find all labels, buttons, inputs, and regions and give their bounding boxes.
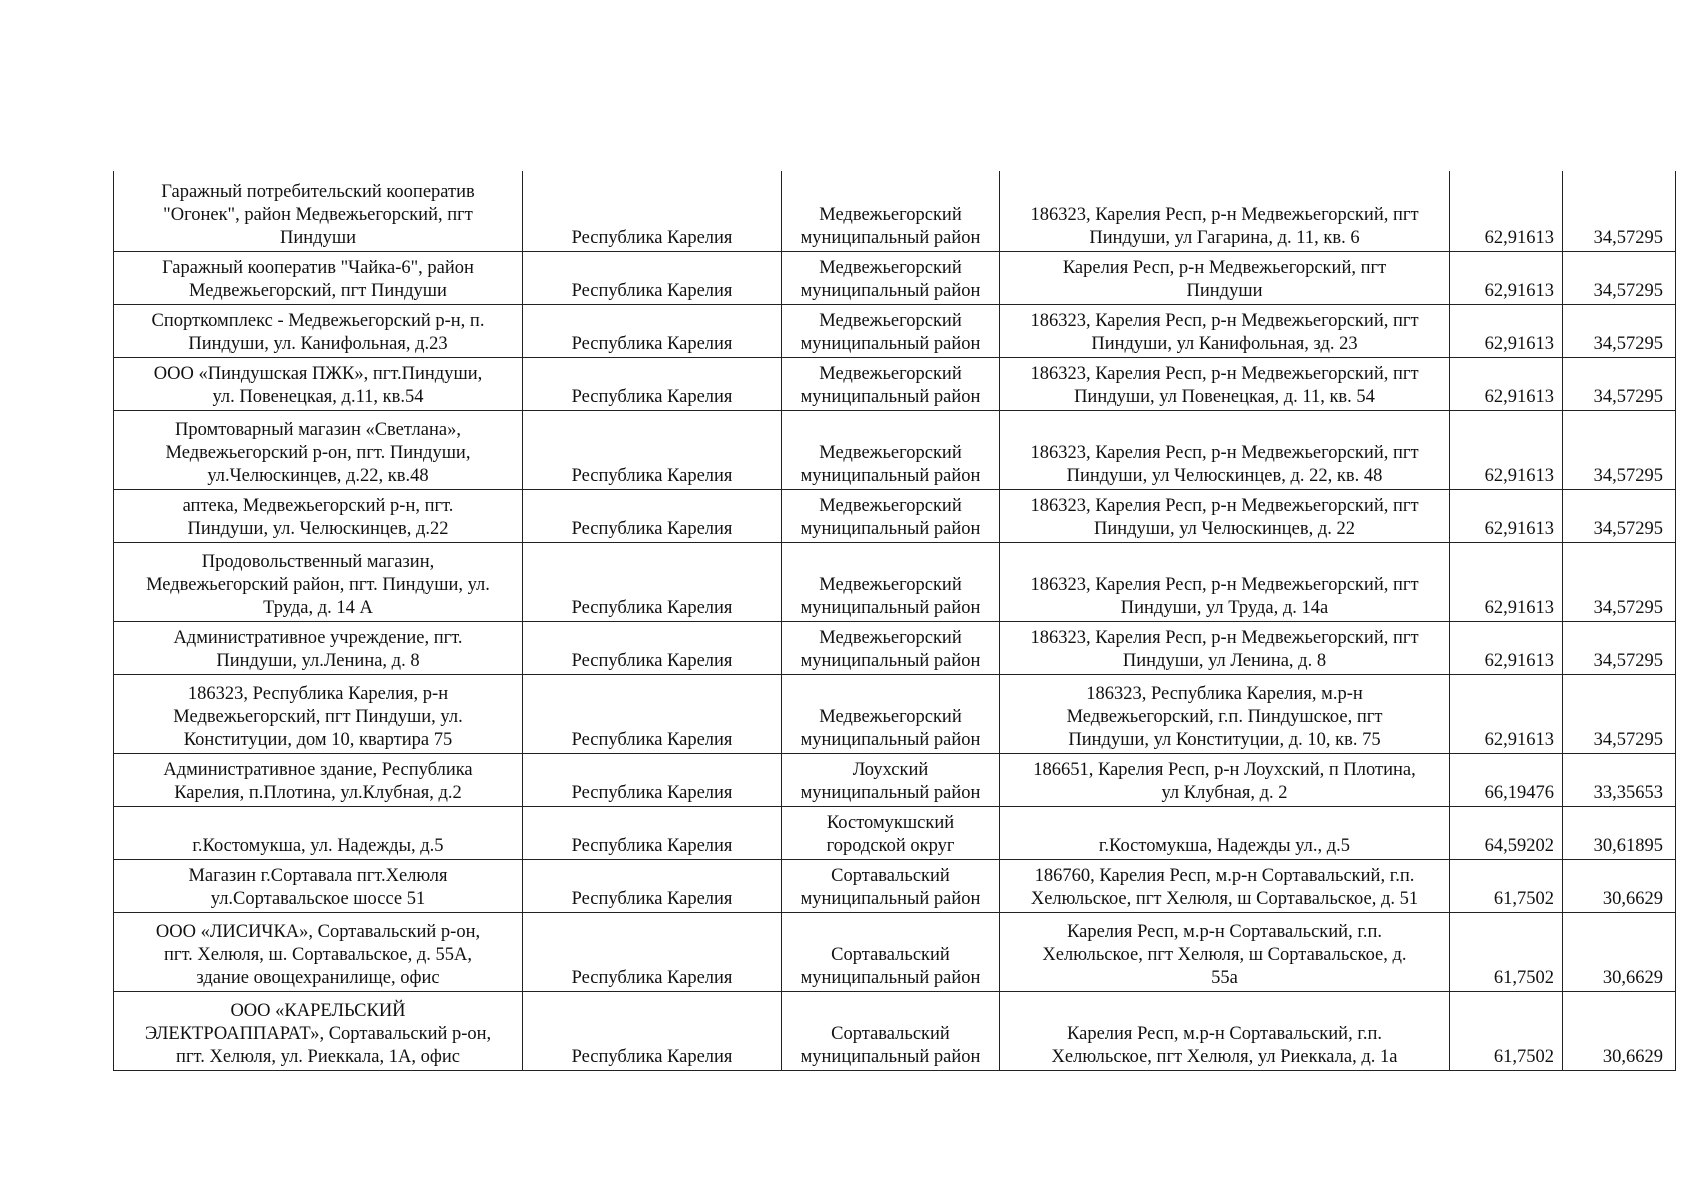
region-cell: Республика Карелия: [523, 410, 782, 489]
registry-table-body: [114, 171, 1676, 1070]
object-name-cell: аптека, Медвежьегорский р-н, пгт. Пиндуши, ул. Челюскинцев, д.22: [114, 489, 523, 542]
region-cell: Республика Карелия: [523, 621, 782, 674]
longitude-cell: 33,35653: [1563, 753, 1676, 806]
address-cell: 186323, Карелия Респ, р-н Медвежьегорский, пгт Пиндуши, ул Челюскинцев, д. 22, кв. 48: [1000, 410, 1450, 489]
table-row: [114, 410, 1676, 489]
object-name-cell: Промтоварный магазин «Светлана», Медвежьегорский р-он, пгт. Пиндуши, ул.Челюскинцев, д.22, кв.48: [114, 410, 523, 489]
object-name-cell: ООО «Пиндушская ПЖК», пгт.Пиндуши, ул. Повенецкая, д.11, кв.54: [114, 357, 523, 410]
longitude-cell: 34,57295: [1563, 542, 1676, 621]
latitude-cell: 62,91613: [1450, 542, 1563, 621]
district-cell: Медвежьегорский муниципальный район: [782, 621, 1000, 674]
region-cell: Республика Карелия: [523, 542, 782, 621]
longitude-cell: 30,6629: [1563, 912, 1676, 991]
latitude-cell: 62,91613: [1450, 171, 1563, 251]
region-cell: Республика Карелия: [523, 357, 782, 410]
latitude-cell: 61,7502: [1450, 859, 1563, 912]
table-row: [114, 542, 1676, 621]
address-cell: 186323, Карелия Респ, р-н Медвежьегорский, пгт Пиндуши, ул Гагарина, д. 11, кв. 6: [1000, 171, 1450, 251]
object-name-cell: Магазин г.Сортавала пгт.Хелюля ул.Сортавальское шоссе 51: [114, 859, 523, 912]
district-cell: Медвежьегорский муниципальный район: [782, 357, 1000, 410]
object-name-cell: Продовольственный магазин, Медвежьегорский район, пгт. Пиндуши, ул. Труда, д. 14 А: [114, 542, 523, 621]
latitude-cell: 62,91613: [1450, 304, 1563, 357]
latitude-cell: 62,91613: [1450, 674, 1563, 753]
longitude-cell: 34,57295: [1563, 489, 1676, 542]
table-row: [114, 304, 1676, 357]
object-name-cell: Спорткомплекс - Медвежьегорский р-н, п. Пиндуши, ул. Канифольная, д.23: [114, 304, 523, 357]
table-row: [114, 621, 1676, 674]
table-row: [114, 251, 1676, 304]
longitude-cell: 30,61895: [1563, 806, 1676, 859]
longitude-cell: 34,57295: [1563, 171, 1676, 251]
district-cell: Медвежьегорский муниципальный район: [782, 410, 1000, 489]
table-row: [114, 171, 1676, 251]
object-name-cell: ООО «ЛИСИЧКА», Сортавальский р-он, пгт. Хелюля, ш. Сортавальское, д. 55А, здание овощехранилище, офис: [114, 912, 523, 991]
table-row: [114, 489, 1676, 542]
address-cell: 186323, Республика Карелия, м.р-н Медвежьегорский, г.п. Пиндушское, пгт Пиндуши, ул Конституции, д. 10, кв. 75: [1000, 674, 1450, 753]
address-cell: 186760, Карелия Респ, м.р-н Сортавальский, г.п. Хелюльское, пгт Хелюля, ш Сортавальское, д. 51: [1000, 859, 1450, 912]
region-cell: Республика Карелия: [523, 304, 782, 357]
region-cell: Республика Карелия: [523, 806, 782, 859]
region-cell: Республика Карелия: [523, 674, 782, 753]
object-name-cell: г.Костомукша, ул. Надежды, д.5: [114, 806, 523, 859]
latitude-cell: 61,7502: [1450, 912, 1563, 991]
table-row: [114, 991, 1676, 1070]
region-cell: Республика Карелия: [523, 859, 782, 912]
district-cell: Медвежьегорский муниципальный район: [782, 489, 1000, 542]
longitude-cell: 34,57295: [1563, 410, 1676, 489]
address-cell: Карелия Респ, м.р-н Сортавальский, г.п. Хелюльское, пгт Хелюля, ш Сортавальское, д. 55а: [1000, 912, 1450, 991]
district-cell: Медвежьегорский муниципальный район: [782, 251, 1000, 304]
latitude-cell: 64,59202: [1450, 806, 1563, 859]
district-cell: Сортавальский муниципальный район: [782, 912, 1000, 991]
district-cell: Костомукшский городской округ: [782, 806, 1000, 859]
latitude-cell: 62,91613: [1450, 621, 1563, 674]
longitude-cell: 34,57295: [1563, 674, 1676, 753]
district-cell: Медвежьегорский муниципальный район: [782, 674, 1000, 753]
object-name-cell: Гаражный кооператив "Чайка-6", район Медвежьегорский, пгт Пиндуши: [114, 251, 523, 304]
region-cell: Республика Карелия: [523, 912, 782, 991]
address-cell: Карелия Респ, м.р-н Сортавальский, г.п. Хелюльское, пгт Хелюля, ул Риеккала, д. 1а: [1000, 991, 1450, 1070]
table-row: [114, 674, 1676, 753]
object-name-cell: 186323, Республика Карелия, р-н Медвежьегорский, пгт Пиндуши, ул. Конституции, дом 10, квартира 75: [114, 674, 523, 753]
longitude-cell: 34,57295: [1563, 357, 1676, 410]
longitude-cell: 30,6629: [1563, 991, 1676, 1070]
address-cell: 186651, Карелия Респ, р-н Лоухский, п Плотина, ул Клубная, д. 2: [1000, 753, 1450, 806]
longitude-cell: 34,57295: [1563, 304, 1676, 357]
address-cell: Карелия Респ, р-н Медвежьегорский, пгт Пиндуши: [1000, 251, 1450, 304]
district-cell: Лоухский муниципальный район: [782, 753, 1000, 806]
region-cell: Республика Карелия: [523, 991, 782, 1070]
object-name-cell: Административное здание, Республика Карелия, п.Плотина, ул.Клубная, д.2: [114, 753, 523, 806]
latitude-cell: 62,91613: [1450, 357, 1563, 410]
district-cell: Медвежьегорский муниципальный район: [782, 171, 1000, 251]
address-cell: 186323, Карелия Респ, р-н Медвежьегорский, пгт Пиндуши, ул Труда, д. 14а: [1000, 542, 1450, 621]
address-cell: 186323, Карелия Респ, р-н Медвежьегорский, пгт Пиндуши, ул Повенецкая, д. 11, кв. 54: [1000, 357, 1450, 410]
region-cell: Республика Карелия: [523, 251, 782, 304]
table-row: [114, 912, 1676, 991]
object-name-cell: ООО «КАРЕЛЬСКИЙ ЭЛЕКТРОАППАРАТ», Сортавальский р-он, пгт. Хелюля, ул. Риеккала, 1А, офис: [114, 991, 523, 1070]
district-cell: Сортавальский муниципальный район: [782, 991, 1000, 1070]
latitude-cell: 62,91613: [1450, 489, 1563, 542]
latitude-cell: 62,91613: [1450, 251, 1563, 304]
district-cell: Медвежьегорский муниципальный район: [782, 542, 1000, 621]
region-cell: Республика Карелия: [523, 489, 782, 542]
address-cell: 186323, Карелия Респ, р-н Медвежьегорский, пгт Пиндуши, ул Канифольная, зд. 23: [1000, 304, 1450, 357]
table-row: [114, 753, 1676, 806]
address-cell: 186323, Карелия Респ, р-н Медвежьегорский, пгт Пиндуши, ул Ленина, д. 8: [1000, 621, 1450, 674]
registry-table: [113, 171, 1676, 1071]
latitude-cell: 61,7502: [1450, 991, 1563, 1070]
region-cell: Республика Карелия: [523, 753, 782, 806]
longitude-cell: 30,6629: [1563, 859, 1676, 912]
latitude-cell: 62,91613: [1450, 410, 1563, 489]
address-cell: г.Костомукша, Надежды ул., д.5: [1000, 806, 1450, 859]
address-cell: 186323, Карелия Респ, р-н Медвежьегорский, пгт Пиндуши, ул Челюскинцев, д. 22: [1000, 489, 1450, 542]
region-cell: Республика Карелия: [523, 171, 782, 251]
object-name-cell: Административное учреждение, пгт. Пиндуши, ул.Ленина, д. 8: [114, 621, 523, 674]
object-name-cell: Гаражный потребительский кооператив "Огонек", район Медвежьегорский, пгт Пиндуши: [114, 171, 523, 251]
latitude-cell: 66,19476: [1450, 753, 1563, 806]
longitude-cell: 34,57295: [1563, 621, 1676, 674]
district-cell: Медвежьегорский муниципальный район: [782, 304, 1000, 357]
district-cell: Сортавальский муниципальный район: [782, 859, 1000, 912]
table-row: [114, 859, 1676, 912]
table-row: [114, 357, 1676, 410]
longitude-cell: 34,57295: [1563, 251, 1676, 304]
table-row: [114, 806, 1676, 859]
